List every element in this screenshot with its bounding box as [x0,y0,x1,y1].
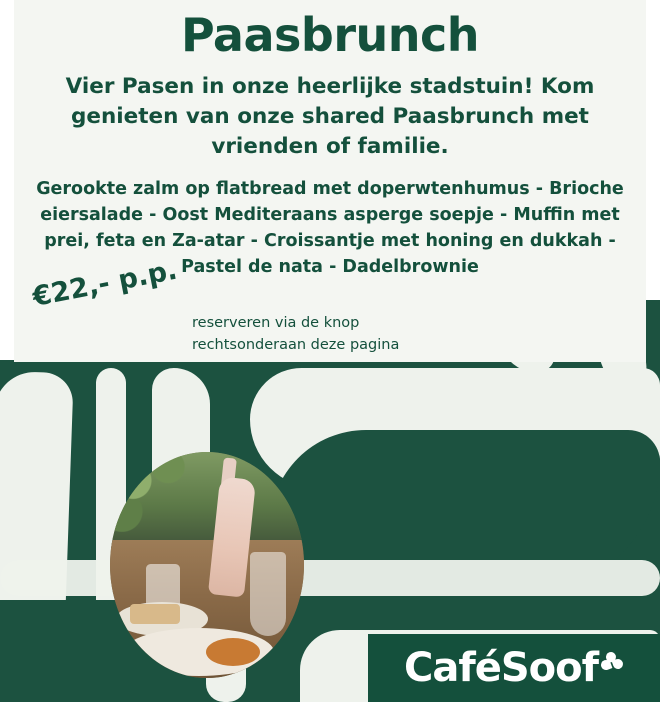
photo-food [206,638,260,666]
price-label: €22,- p.p. [30,254,180,313]
photo-toast [130,604,180,624]
text-card [14,0,646,362]
reservation-note: reserveren via de knop rechtsonderaan deze pagina [192,315,400,353]
clover-icon [598,648,624,688]
photo-glass [250,552,286,636]
brunch-photo [110,452,304,678]
photo-foliage [110,452,210,532]
brush-streak [0,560,660,596]
intro-text: Vier Pasen in onze heerlijke stadstuin! Kom genieten van onze shared Paasbrunch met vrienden of familie. [65,74,595,159]
page-title: Paasbrunch [180,8,480,62]
logo-text: CaféSoof [403,645,599,691]
logo [368,634,660,702]
menu-text: Gerookte zalm op flatbread met doperwtenhumus - Brioche eiersalade - Oost Mediteraans asperge soepje - Muffin met prei, feta en Za-atar - Croissantje met honing en dukkah - Pastel de nata - Dadelbrownie [36,179,624,277]
